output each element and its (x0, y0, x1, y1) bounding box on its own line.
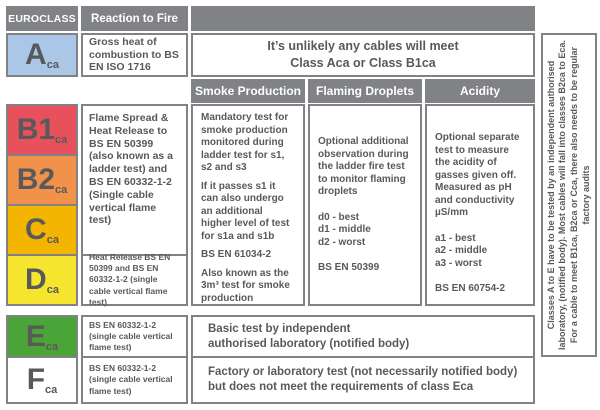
class-a-box (6, 33, 78, 77)
acidity-rating-a3: a3 - worst (435, 257, 482, 269)
class-c-label: C ca (25, 213, 59, 246)
side-note-box (541, 33, 597, 357)
class-f-description: BS EN 60332-1-2 (single cable vertical flame test) (81, 356, 188, 404)
smoke-production-cell (191, 104, 305, 306)
smoke-para1: Mandatory test for smoke production monitored during ladder test for s1, s2 and s3 (201, 112, 289, 173)
class-e-box (6, 315, 78, 358)
euroclass-header-cell: EUROCLASS (6, 6, 78, 31)
class-a-label: A ca (25, 38, 59, 71)
class-d-description: Heat Release BS EN 50399 and BS EN 60332-1-2 (single cable vertical flame test) (81, 254, 188, 306)
class-b2-label: B2 ca (16, 163, 68, 196)
reaction-to-fire-header-cell: Reaction to Fire (81, 6, 188, 31)
droplets-standard: BS EN 50399 (318, 262, 380, 273)
droplets-rating-d2: d2 - worst (318, 236, 366, 248)
class-d-box (8, 254, 76, 304)
class-e-description: BS EN 60332-1-2 (single cable vertical flame test) (81, 315, 188, 358)
droplets-rating-d0: d0 - best (318, 211, 360, 223)
class-f-summary-line1: Factory or laboratory test (not necessarily notified body) (208, 366, 518, 379)
class-c-box (8, 204, 76, 254)
smoke-para3: Also known as the 3m³ test for smoke production (201, 267, 290, 304)
droplets-para1: Optional additional observation during the ladder fire test to monitor flaming droplets (318, 136, 409, 197)
side-note-text: Classes A to E have to be tested by an independent authorised laboratory, (notified body). Most cables will fall into classes B2ca to Eca. For a cable to meet B1ca, B2ca or Cca, there also needs to be regular factory audits (545, 40, 591, 350)
class-e-label: E ca (25, 319, 59, 353)
class-b1-box (8, 106, 76, 154)
class-b1-to-d-stack (6, 104, 78, 306)
class-b1-to-c-description: Flame Spread & Heat Release to BS EN 50399 (also known as a ladder test) and BS EN 60332-1-2 (Single cable vertical flame test) (81, 104, 188, 256)
acidity-para1: Optional separate test to measure the acidity of gasses given off. Measured as pH and conductivity µS/mm (435, 132, 520, 218)
flaming-droplets-cell (308, 104, 422, 306)
class-f-summary-line2: but does not meet the requirements of class Eca (208, 381, 474, 393)
acidity-rating-a1: a1 - best (435, 232, 476, 244)
class-e-summary-line2: authorised laboratory (notified body) (208, 337, 410, 350)
unlikely-note-box (191, 33, 535, 77)
class-f-summary (191, 356, 535, 404)
flaming-droplets-header: Flaming Droplets (308, 79, 422, 103)
class-a-description: Gross heat of combustion to BS EN ISO 1716 (81, 33, 188, 77)
unlikely-note-line2: Class Aca or Class B1ca (290, 56, 436, 70)
acidity-cell (425, 104, 535, 306)
header-spacer-cell (191, 6, 535, 31)
class-b2-box (8, 154, 76, 204)
acidity-header: Acidity (425, 79, 535, 103)
unlikely-note-line1: It’s unlikely any cables will meet (267, 39, 459, 54)
class-e-summary-line1: Basic test by independent (208, 322, 351, 335)
class-e-summary (191, 315, 535, 358)
class-b1-label: B1 ca (16, 113, 68, 146)
acidity-rating-a2: a2 - middle (435, 245, 488, 256)
smoke-production-header: Smoke Production (191, 79, 305, 103)
class-f-box (6, 356, 78, 404)
class-d-label: D ca (25, 263, 59, 296)
class-f-label: F ca (26, 363, 58, 396)
droplets-rating-d1: d1 - middle (318, 224, 371, 235)
acidity-standard: BS EN 60754-2 (435, 283, 506, 294)
smoke-para2: If it passes s1 it can also undergo an additional higher level of test for s1a and s1b (201, 180, 290, 242)
smoke-standard: BS EN 61034-2 (201, 249, 272, 260)
